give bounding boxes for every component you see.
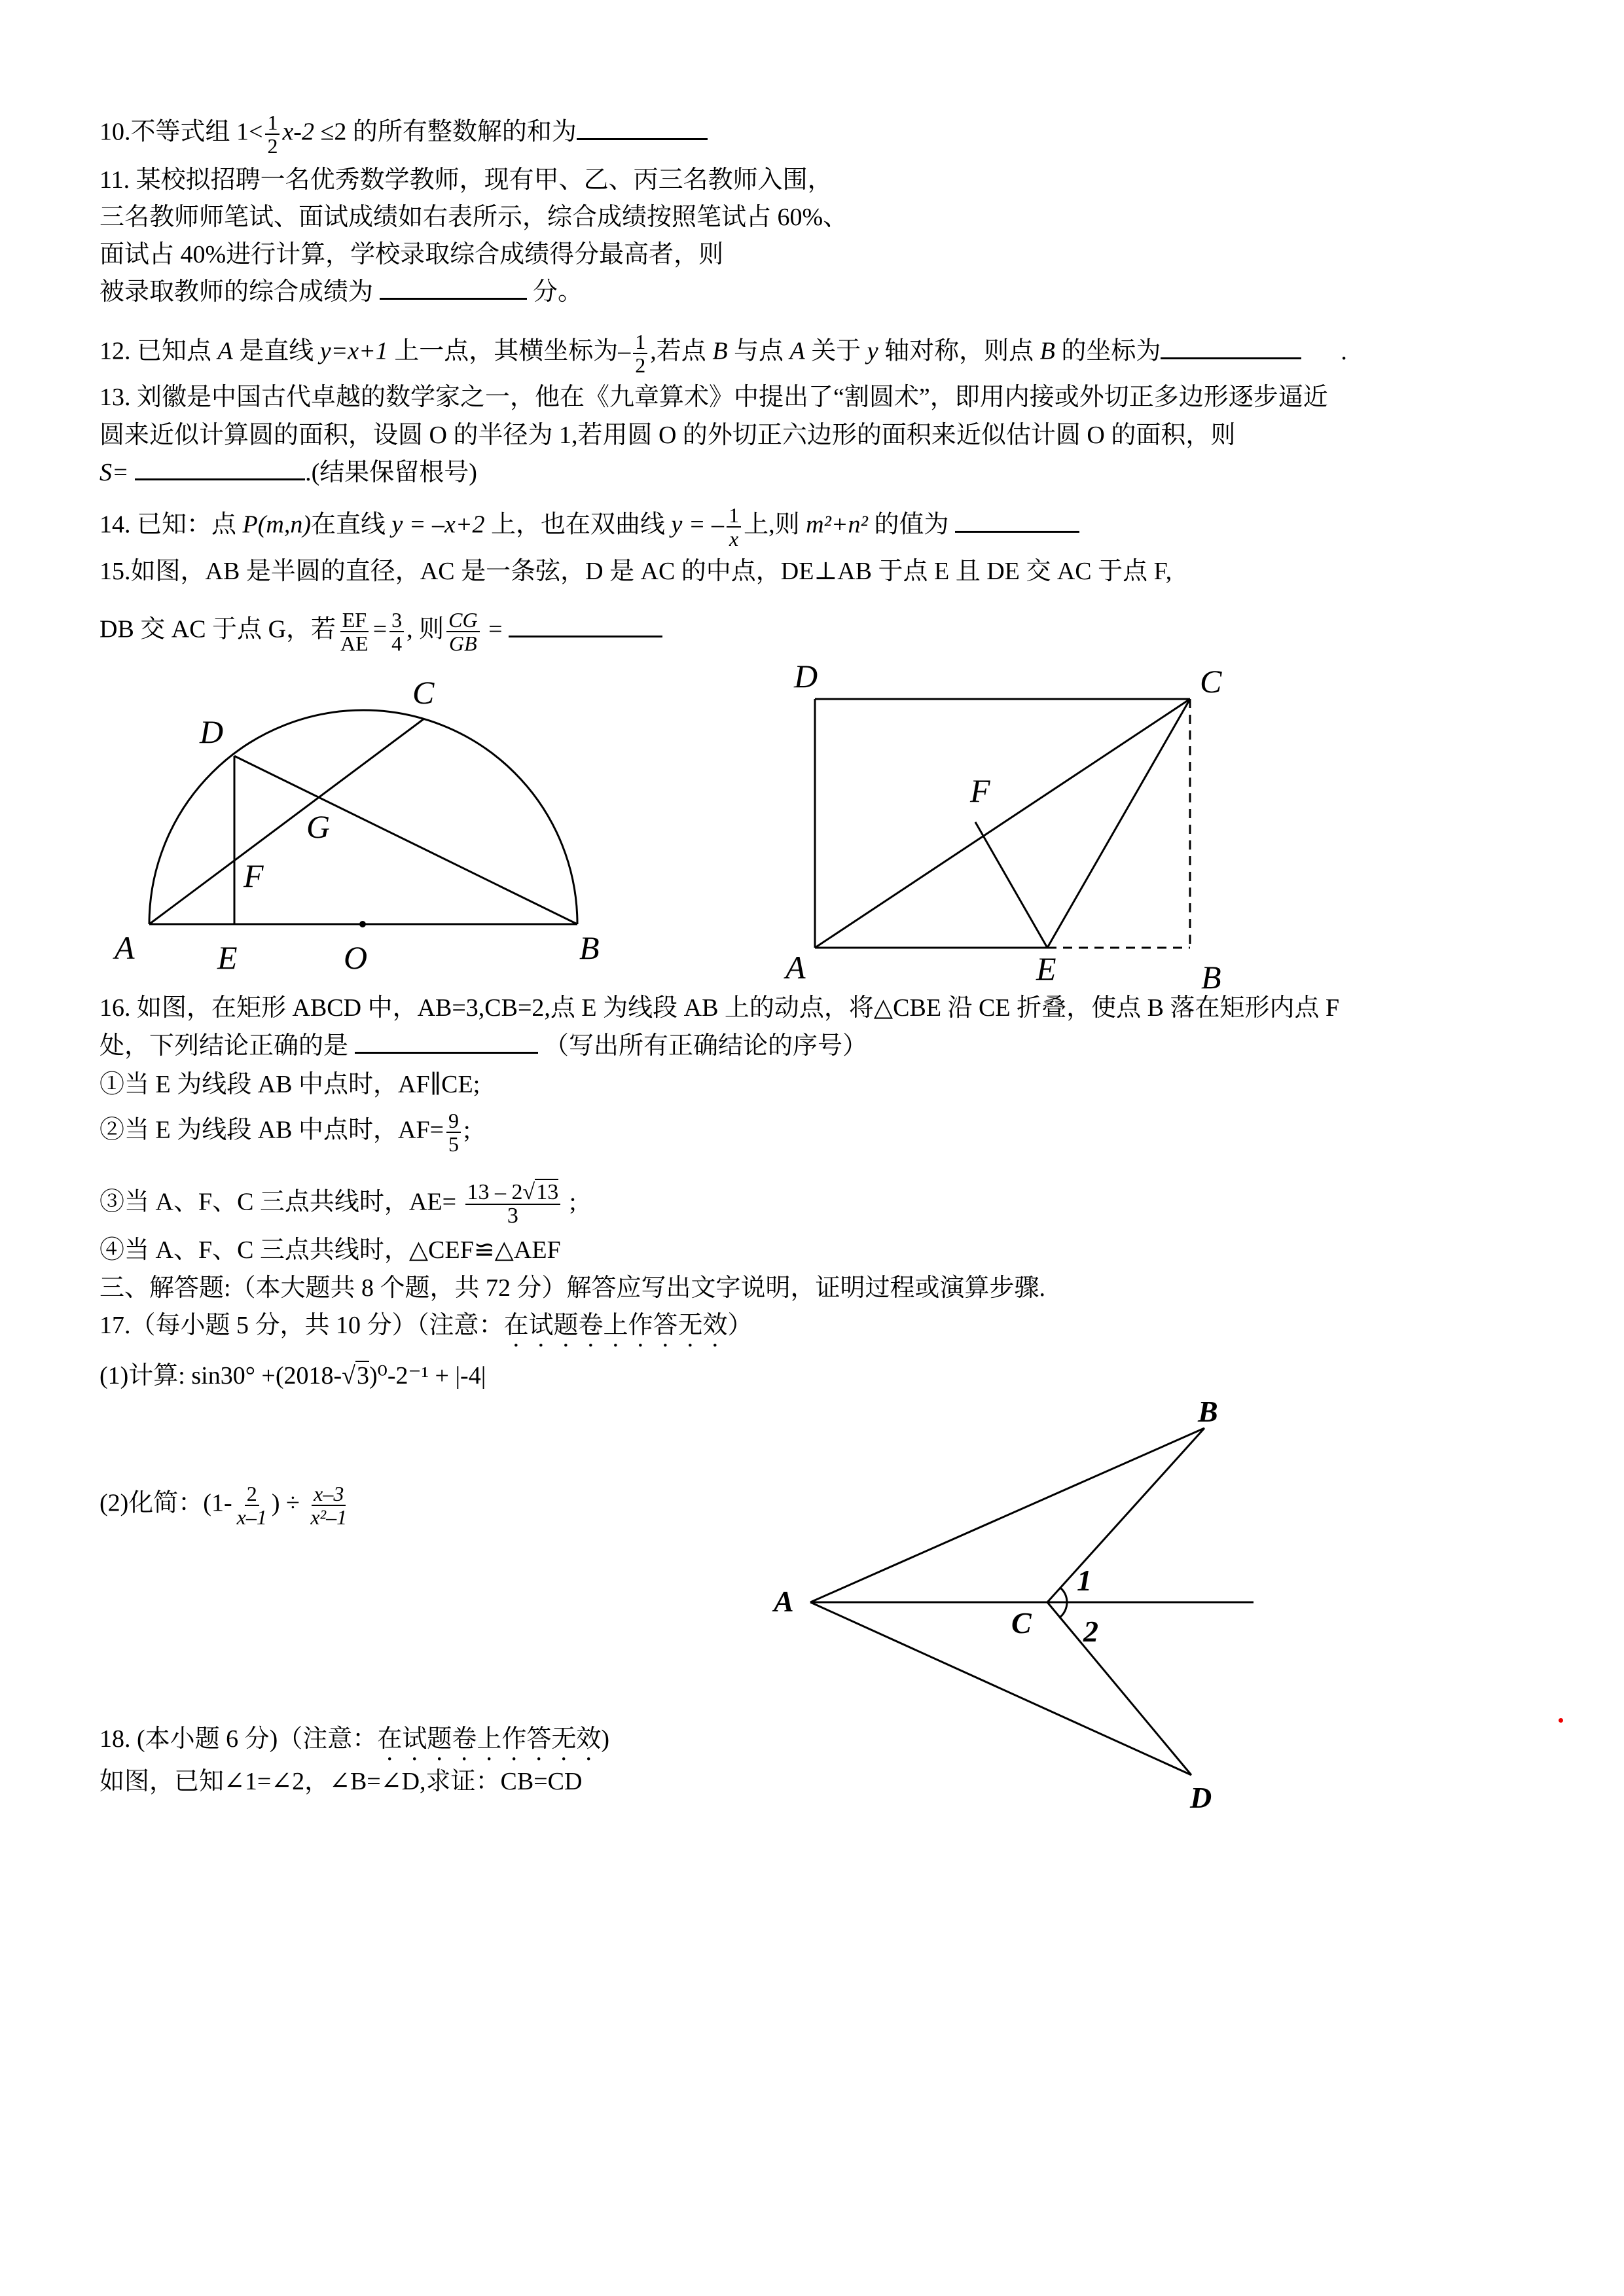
q15-line2: DB 交 AC 于点 G，若 $\frac{EF}{AE}$ = $\frac{3}{4}$ , 则 $\frac{CG}{GB}$ = (99, 609, 662, 655)
q16-option1: ①当 E 为线段 AB 中点时，AF∥CE; (99, 1071, 480, 1098)
label-F: F (970, 772, 990, 809)
label-B: B (579, 929, 600, 966)
label-F: F (244, 857, 264, 894)
label-angle-2: 2 (1083, 1615, 1098, 1648)
label-C: C (1200, 663, 1222, 700)
q16-line2: 处，下列结论正确的是 （写出所有正确结论的序号） (99, 1032, 868, 1060)
q16-option3: ③当 A、F、C 三点共线时，AE= $\frac{13 - 2√13}{3}$ ; (99, 1180, 577, 1228)
label-angle-1: 1 (1077, 1564, 1092, 1597)
label-E: E (1036, 950, 1056, 987)
q13-line3: S= .(结果保留根号) (99, 459, 477, 486)
label-A: A (115, 929, 135, 966)
red-dot (1559, 1718, 1563, 1723)
label-B: B (1198, 1395, 1218, 1428)
label-A: A (785, 949, 806, 986)
label-G: G (306, 808, 331, 845)
q11-line4: 被录取教师的综合成绩为 分。 (99, 278, 583, 306)
segment-AD (810, 1602, 1191, 1775)
label-A: A (774, 1585, 794, 1618)
q18-heading: 18. (本小题 6 分)（注意：在试题卷上作答无效) (99, 1725, 609, 1753)
label-O: O (344, 939, 368, 976)
q16-option4: ④当 A、F、C 三点共线时，△CEF≌△AEF (99, 1236, 561, 1264)
q16-line1: 16. 如图，在矩形 ABCD 中，AB=3,CB=2,点 E 为线段 AB 上的动点，将△CBE 沿 CE 折叠，使点 B 落在矩形内点 F (99, 994, 1340, 1022)
q14: 14. 已知：点 P(m,n)在直线 y = –x+2 上，也在双曲线 y = – $\frac{1}{x}$ 上,则 m²+n² 的值为 (99, 504, 1079, 550)
q10-fraction: $\frac{1}{2}$ (265, 111, 280, 157)
q11-line3: 面试占 40%进行计算，学校录取综合成绩得分最高者，则 (99, 241, 724, 268)
label-B: B (1201, 959, 1221, 996)
label-D: D (200, 713, 224, 750)
angle-2-arc (1059, 1602, 1067, 1618)
q11-line1: 11. 某校拟招聘一名优秀数学教师，现有甲、乙、丙三名教师入围， (99, 166, 833, 194)
section3-heading: 三、解答题:（本大题共 8 个题，共 72 分）解答应写出文字说明，证明过程或演算步骤. (99, 1274, 1046, 1302)
segment-AB (810, 1428, 1204, 1602)
label-C: C (1011, 1606, 1032, 1640)
label-E: E (217, 939, 238, 976)
q13-line2: 圆来近似计算圆的面积，设圆 O 的半径为 1,若用圆 O 的外切正六边形的面积来近似估计圆 O 的面积，则 (99, 422, 1236, 449)
q17-heading: 17.（每小题 5 分，共 10 分）（注意：在试题卷上作答无效） (99, 1312, 753, 1339)
label-D: D (1190, 1781, 1212, 1814)
q15-line1: 15.如图，AB 是半圆的直径，AC 是一条弦，D 是 AC 的中点，DE⊥AB 于点 E 且 DE 交 AC 于点 F, (99, 558, 1172, 585)
q13-line1: 13. 刘徽是中国古代卓越的数学家之一，他在《九章算术》中提出了“割圆术”，即用内接或外切正多边形逐步逼近 (99, 384, 1328, 411)
q17-part1: (1)计算: sin30° +(2018-√3)⁰-2⁻¹ + |-4| (99, 1362, 486, 1390)
q10: 10.不等式组 1< $\frac{1}{2}$ x-2 ≤2 的所有整数解的和为 (99, 111, 708, 157)
q16-option2: ②当 E 为线段 AB 中点时，AF= $\frac{9}{5}$ ; (99, 1109, 471, 1156)
segment-CD (1047, 1602, 1191, 1775)
q12: 12. 已知点 A 是直线 y=x+1 上一点，其横坐标为– $\frac{1}{2}$ ,若点 B 与点 A 关于 y 轴对称，则点 B 的坐标为 . (99, 330, 1347, 377)
segment-CB (1047, 1428, 1204, 1602)
label-C: C (412, 674, 435, 711)
q18-body: 如图，已知∠1=∠2，∠B=∠D,求证：CB=CD (99, 1768, 583, 1795)
q11-line2: 三名教师师笔试、面试成绩如右表所示，综合成绩按照笔试占 60%、 (99, 204, 848, 231)
angle-1-arc (1060, 1588, 1067, 1602)
label-D: D (794, 658, 818, 694)
q17-part2: (2)化简：(1- $\frac{2}{x-1}$ ) ÷ $\frac{x-3}{\text{x²–1}}$ (99, 1482, 348, 1529)
